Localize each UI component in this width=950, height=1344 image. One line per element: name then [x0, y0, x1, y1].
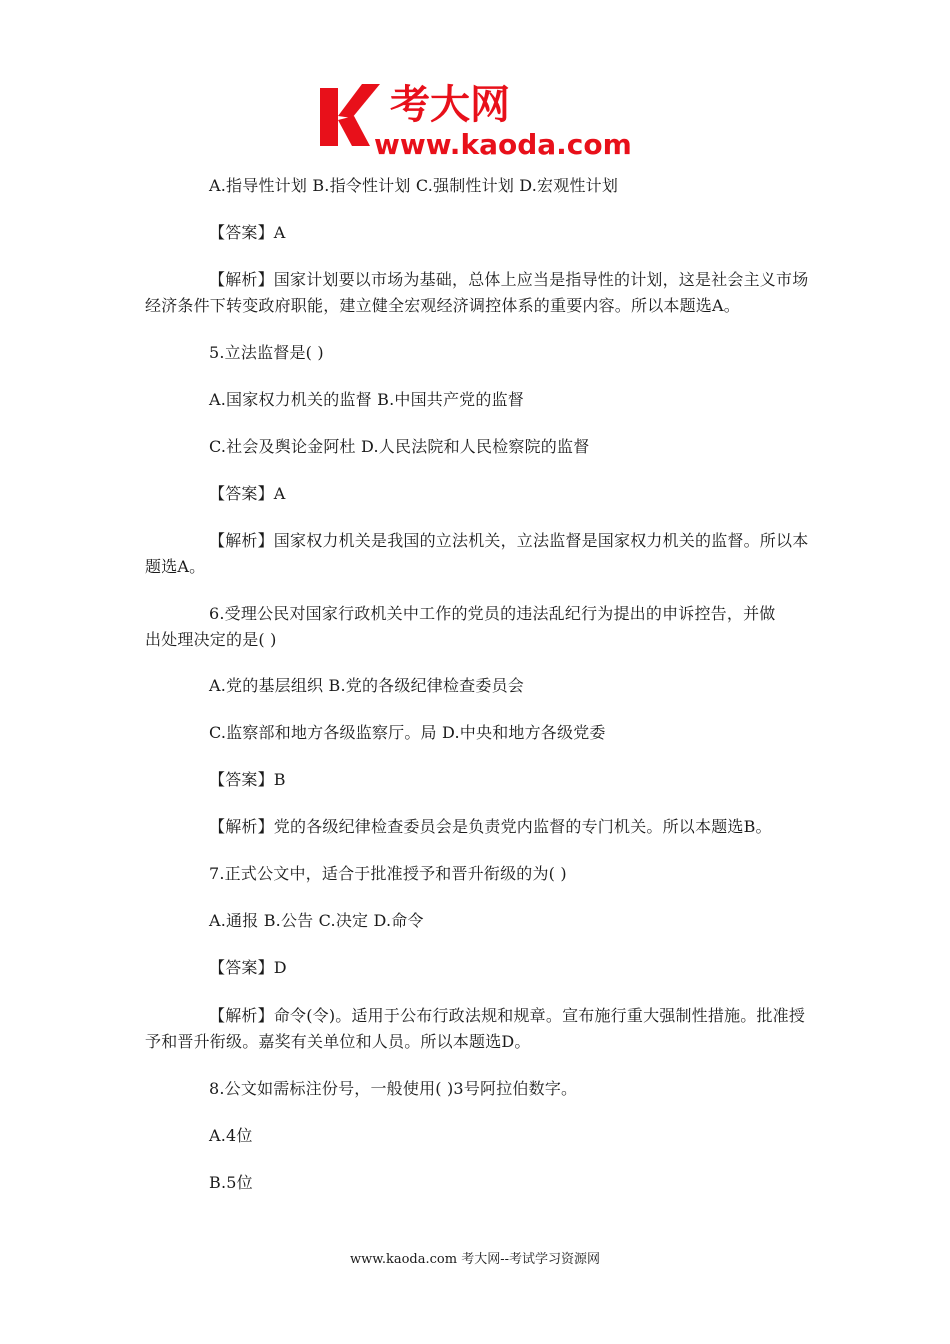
question-line: 6.受理公民对国家行政机关中工作的党员的违法乱纪行为提出的申诉控告，并做	[209, 604, 776, 623]
question-line: 8.公文如需标注份号，一般使用( )3号阿拉伯数字。	[209, 1079, 578, 1098]
analysis-line: 【解析】命令(令)。适用于公布行政法规和规章。宣布施行重大强制性措施。批准授	[209, 1006, 806, 1025]
logo-url: www.kaoda.com	[374, 128, 632, 160]
question-line: 7.正式公文中，适合于批准授予和晋升衔级的为( )	[209, 864, 567, 883]
option-line: A.党的基层组织 B.党的各级纪律检查委员会	[209, 676, 524, 695]
answer-line: 【答案】A	[209, 484, 286, 503]
text-line: A.指导性计划 B.指令性计划 C.强制性计划 D.宏观性计划	[209, 176, 619, 195]
option-line: B.5位	[209, 1173, 253, 1192]
page-footer: www.kaoda.com 考大网--考试学习资源网	[350, 1252, 600, 1267]
option-line: C.社会及舆论金阿杜 D.人民法院和人民检察院的监督	[209, 437, 590, 456]
answer-line: 【答案】D	[209, 958, 287, 977]
kaoda-logo	[318, 80, 638, 160]
analysis-line: 题选A。	[145, 557, 206, 576]
question-line: 5.立法监督是( )	[209, 343, 324, 362]
option-line: A.4位	[209, 1126, 253, 1145]
answer-line: 【答案】B	[209, 770, 286, 789]
option-line: A.通报 B.公告 C.决定 D.命令	[209, 911, 424, 930]
analysis-line: 予和晋升衔级。嘉奖有关单位和人员。所以本题选D。	[145, 1032, 531, 1051]
analysis-line: 【解析】党的各级纪律检查委员会是负责党内监督的专门机关。所以本题选B。	[209, 817, 772, 836]
answer-line: 【答案】A	[209, 223, 286, 242]
option-line: A.国家权力机关的监督 B.中国共产党的监督	[209, 390, 524, 409]
analysis-line: 【解析】国家权力机关是我国的立法机关，立法监督是国家权力机关的监督。所以本	[209, 531, 809, 550]
k-logo-mark	[320, 84, 380, 146]
analysis-line: 经济条件下转变政府职能，建立健全宏观经济调控体系的重要内容。所以本题选A。	[145, 296, 740, 315]
analysis-line: 【解析】国家计划要以市场为基础，总体上应当是指导性的计划，这是社会主义市场	[209, 270, 809, 289]
question-line: 出处理决定的是( )	[145, 630, 277, 649]
option-line: C.监察部和地方各级监察厅。局 D.中央和地方各级党委	[209, 723, 606, 742]
logo-brand-cn: 考大网	[390, 82, 510, 128]
